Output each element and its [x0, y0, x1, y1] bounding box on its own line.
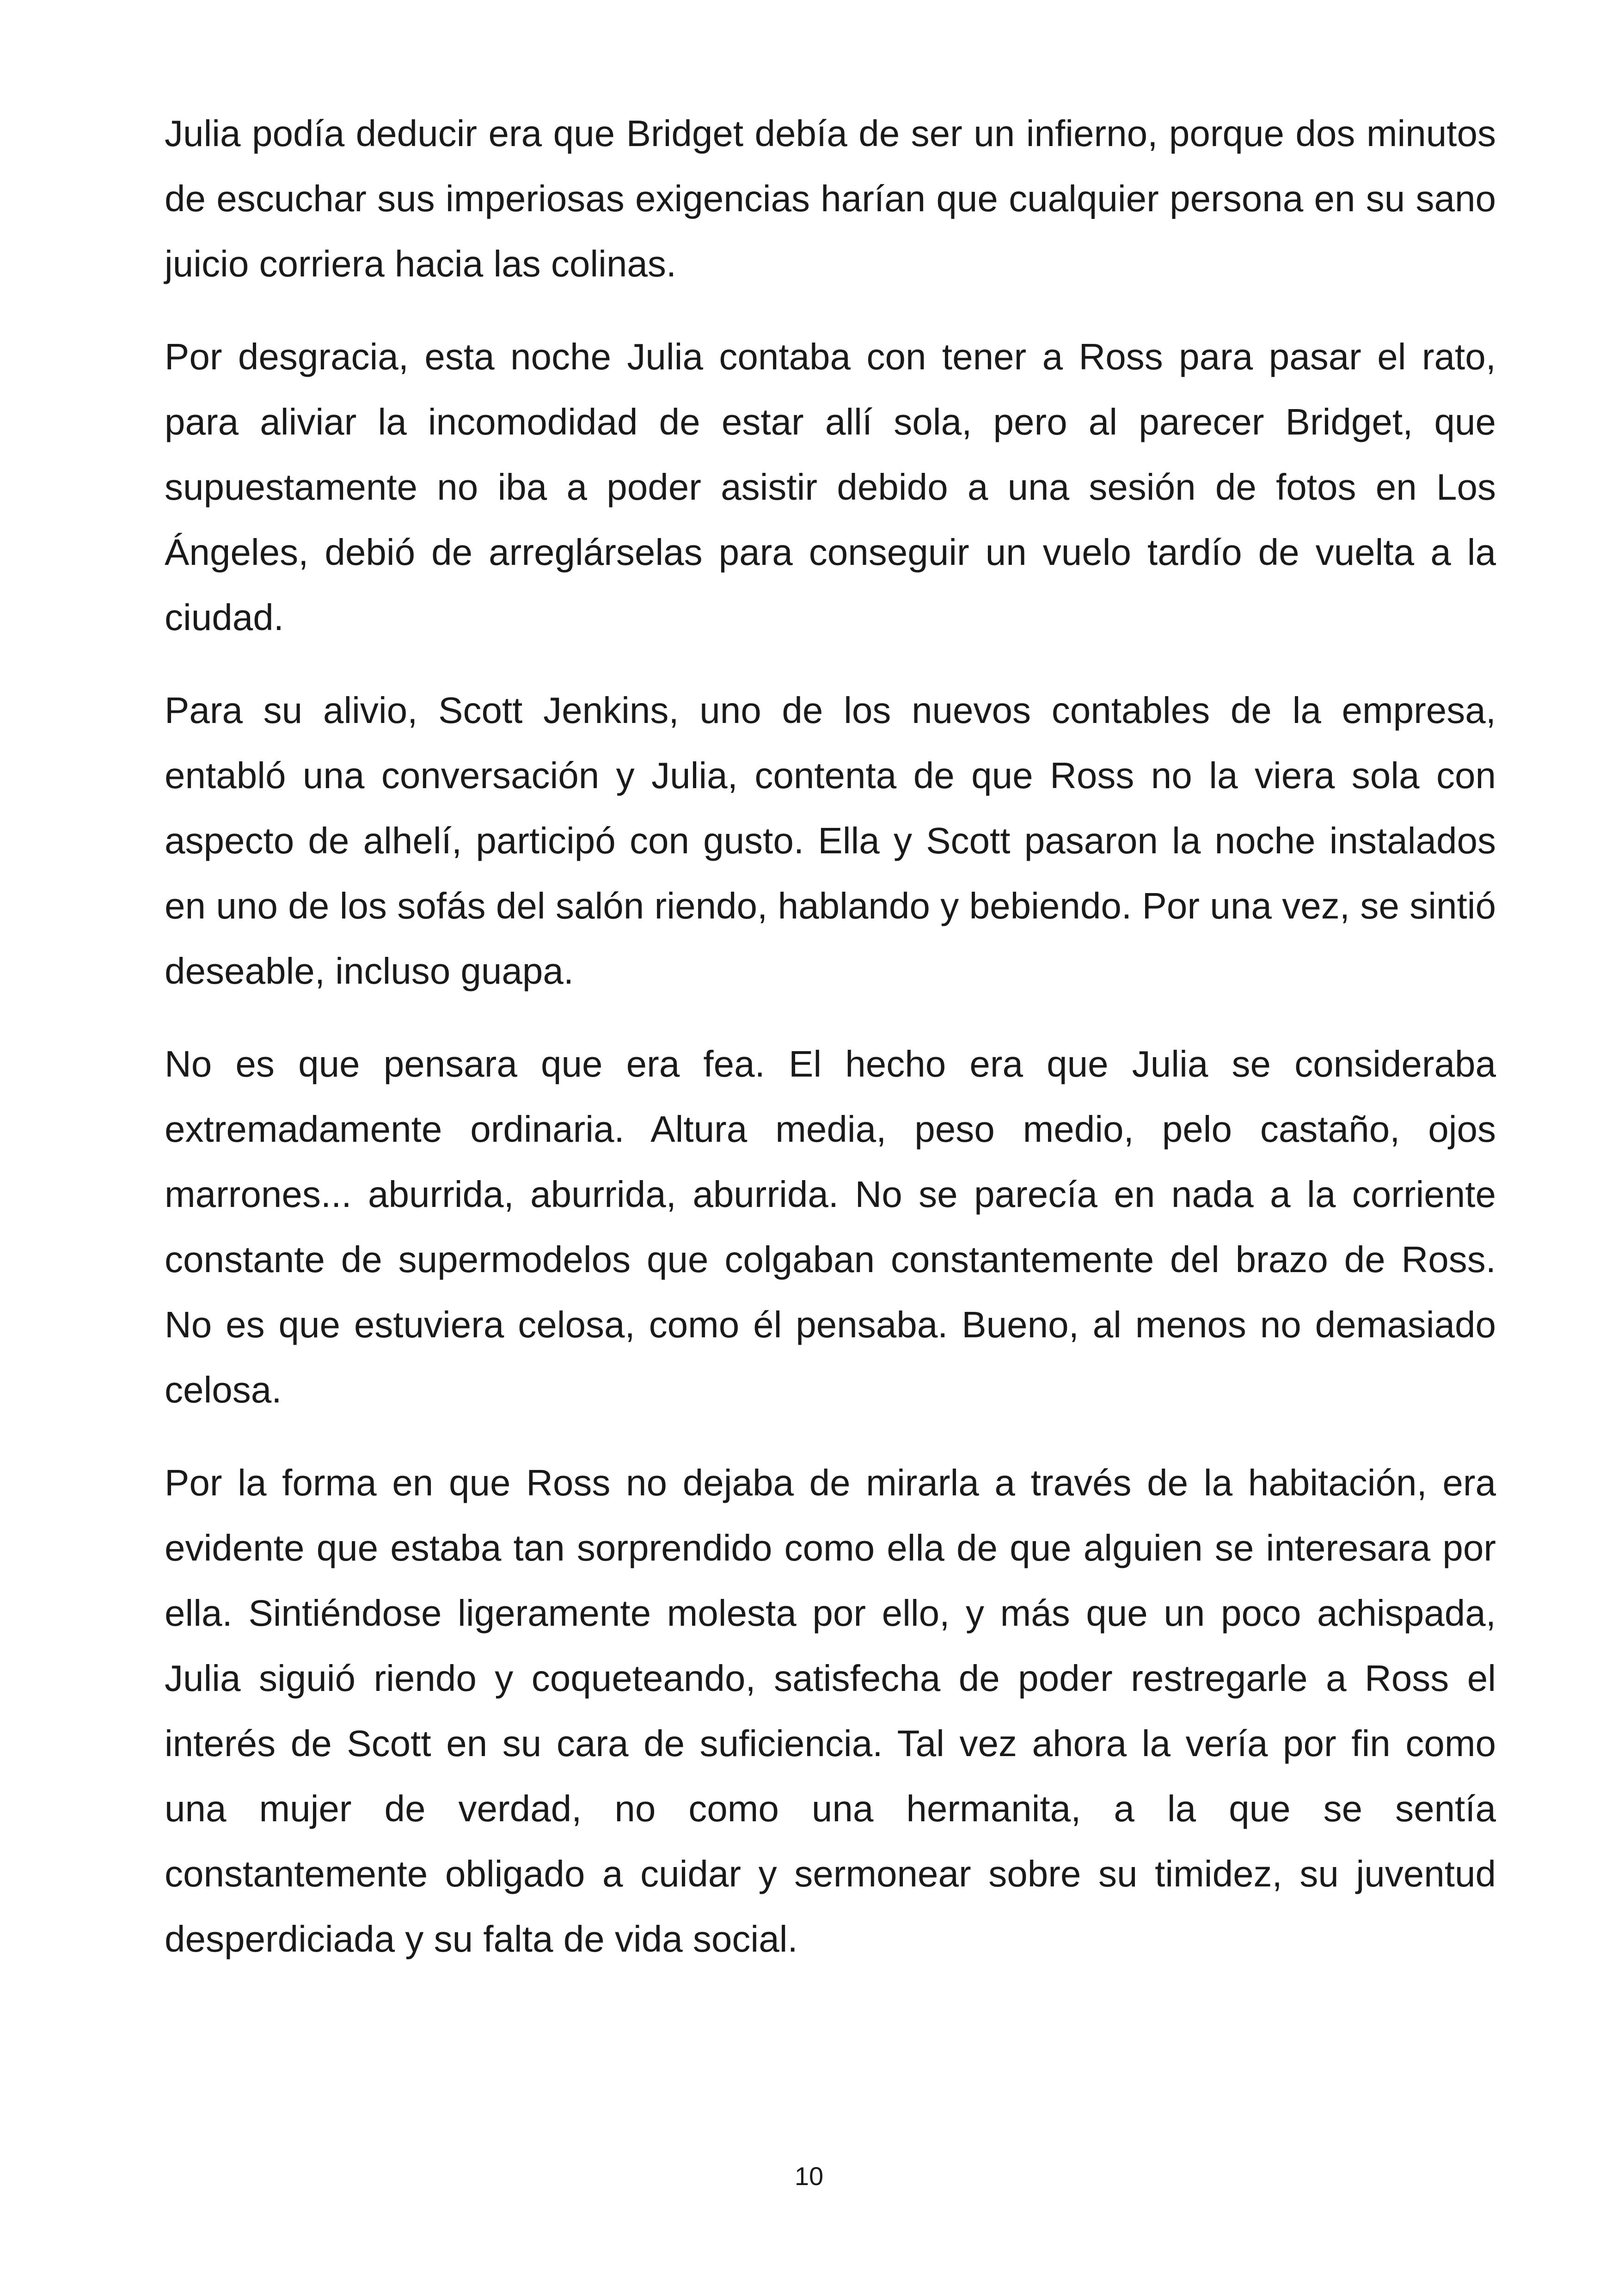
paragraph: Por desgracia, esta noche Julia contaba con tener a Ross para pasar el rato, para aliviar la incomodidad de estar allí sola, pero al parecer Bridget, que supuestamente no iba a poder asistir debido a una sesión de fotos en Los Ángeles, debió de arreglárselas para conseguir un vuelo tardío de vuelta a la ciudad.: [165, 336, 1496, 638]
paragraph: No es que pensara que era fea. El hecho era que Julia se consideraba extremadamente ordinaria. Altura media, peso medio, pelo castaño, ojos marrones... aburrida, aburrida, aburrida. No se parecía en nada a la corriente constante de supermodelos que colgaban constantemente del brazo de Ross. No es que estuviera celosa, como él pensaba. Bueno, al menos no demasiado celosa.: [165, 1043, 1496, 1410]
paragraph: Julia podía deducir era que Bridget debía de ser un infierno, porque dos minutos de escuchar sus imperiosas exigencias harían que cualquier persona en su sano juicio corriera hacia las colinas.: [165, 113, 1496, 284]
paragraph: Para su alivio, Scott Jenkins, uno de los nuevos contables de la empresa, entabló una conversación y Julia, contenta de que Ross no la viera sola con aspecto de alhelí, participó con gusto. Ella y Scott pasaron la noche instalados en uno de los sofás del salón riendo, hablando y bebiendo. Por una vez, se sintió deseable, incluso guapa.: [165, 690, 1496, 992]
body-text: [165, 101, 1496, 1999]
paragraph: Por la forma en que Ross no dejaba de mirarla a través de la habitación, era evidente que estaba tan sorprendido como ella de que alguien se interesara por ella. Sintiéndose ligeramente molesta por ello, y más que un poco achispada, Julia siguió riendo y coqueteando, satisfecha de poder restregarle a Ross el interés de Scott en su cara de suficiencia. Tal vez ahora la vería por fin como una mujer de verdad, no como una hermanita, a la que se sentía constantemente obligado a cuidar y sermonear sobre su timidez, su juventud desperdiciada y su falta de vida social.: [165, 1462, 1496, 1959]
page-number: 10: [794, 2161, 824, 2191]
